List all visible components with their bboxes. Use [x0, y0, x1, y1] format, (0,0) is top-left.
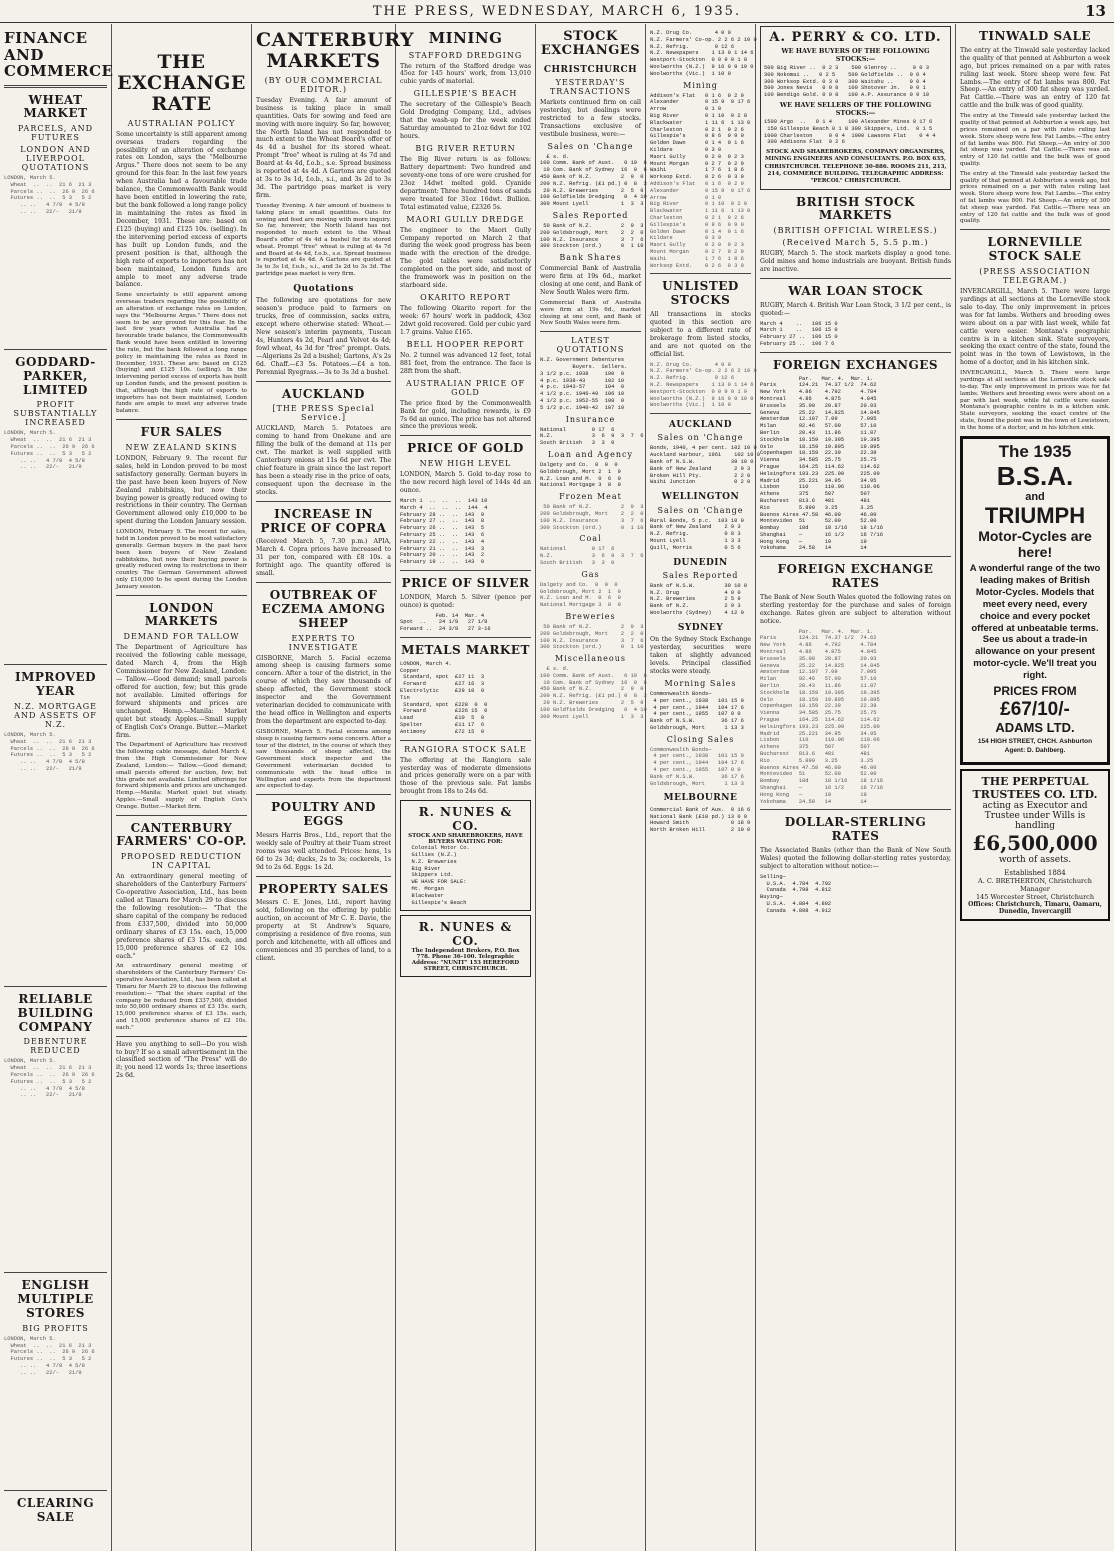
fur-sales-heading: FUR SALES: [140, 425, 223, 440]
gillespie-text: The secretary of the Gillespie's Beach Gold Dredging Company, Ltd., advises that the wash-up for the week ended Saturday amounted to 21oz 6dwt for 102 hours.: [400, 101, 531, 141]
sales-reported-table: 50 Bank of N.Z. 2 9 3 200 Goldsbrough, Mort 2 2 0 100 N.Z. Insurance 3 7 6 300 Stockton (ord.) 0 1 10: [540, 223, 644, 250]
stock-intro-text: Markets continued firm on call yesterday, but dealings were restricted to a few stocks. Transactions exclusive of vestibule business, were:—: [540, 98, 641, 138]
nunes-ad-2-text: The Independent Brokers, P.O. Box 778. Phone 36-100. Telegraphic Address: "NUNIT" 153 HEREFORD STREET, CHRISTCHURCH.: [411, 948, 520, 973]
poultry-eggs-heading: POULTRY AND EGGS: [271, 800, 376, 829]
perry-ad-sellers-table: 1500 Argo .. 0 1 4 100 Alexander Mines 0 17 6 150 Gillespie Beach 0 1 8 300 Skippers, Ltd. 0 1 5 1000 Charleston 0 0 4 1000 Lawsons Flat 0 4 4 300 Addisons Flat 0 2 6: [764, 118, 936, 146]
perpetual-ad-title: THE PERPETUAL TRUSTEES CO. LTD.: [972, 774, 1098, 801]
wheat-quotations-table: LONDON, March 5. Wheat .. .. 21 6 21 3 Parcels .. .. 26 9 26 6 Futures .. .. 5 3 5 2 .. .. 4 7/8 4 5/8 .. .. 22/- 21/9: [4, 175, 95, 216]
british-stock-markets-received: (Received March 5, 5.5 p.m.): [782, 238, 929, 248]
perpetual-ad-amount: £6,500,000: [972, 830, 1098, 855]
tinwald-sale-text: The entry at the Tinwald sale yesterday lacked the quality of that penned at Ashburton a week ago, but prices remained on a par with rates ruling last week. Store sheep were few. Fat Lambs.—The entry of fat lambs was 800. Fat Sheep.—An entry of 300 fat sheep was yarded. Fat Cattle.—There was an entry of 120 fat cattle and the bulk was of good quality.: [960, 46, 1110, 110]
mining-heading: MINING: [428, 29, 503, 47]
auckland-exchange-heading: AUCKLAND: [668, 420, 733, 431]
perry-ad-footer: STOCK AND SHAREBROKERS, COMPANY ORGANISERS, MINING ENGINEERS AND CONSULTANTS. P.O. BOX 635, CHRISTCHURCH. TELEPHONE 30-886. ROOMS 211, 213, 214, COMMERCE BUILDING. TELEGRAPHIC ADDRESS: "PERCOL" CHRISTCHURCH.: [764, 149, 947, 185]
english-stores-text: LONDON, March 5. Wheat .. .. 21 6 21 3 Parcels .. .. 26 9 26 6 Futures .. .. 5 3 5 2 .. .. 4 7/8 4 5/8 .. .. 22/- 21/9: [4, 1335, 95, 1376]
auckland-markets-note: [THE PRESS Special Service.]: [272, 404, 375, 423]
bsa-ad-and: and: [1025, 491, 1045, 504]
perpetual-ad-subtitle: acting as Executor and Trustee under Wills is handling: [982, 800, 1088, 831]
perry-ad-title: A. PERRY & CO. LTD.: [769, 30, 942, 45]
miscellaneous-heading: Miscellaneous: [555, 654, 626, 664]
column-2: [112, 24, 252, 1551]
stock-exchanges-heading: STOCK EXCHANGES: [540, 29, 641, 59]
price-of-gold-subhead: NEW HIGH LEVEL: [419, 459, 512, 469]
british-stock-markets-text: RUGBY, March 5. The stock markets display a good tone. Gold mines and home industrials are buoyant. British funds are inactive.: [760, 250, 951, 273]
improved-year-heading: IMPROVED YEAR: [15, 670, 96, 699]
mining-stocks-table: Addison's Flat 0 1 6 0 2 9 Alexander 0 15 9 0 17 6 Arrow 0 1 0 Big River 0 1 10 0 2 0 Blackwater 1 11 6 1 13 0 Charleston 0 2 1 0 2 6 Gillespie's 0 8 6 0 9 0 Golden Dawn 0 1 4 0 1 6 Kildare 0 3 0 Maori Gully 0 2 0 0 2 3 Mount Morgan 0 2 7 0 2 9 Waihi 1 7 6 1 8 6 Worksop Extd. 0 2 6 0 3 0: [650, 92, 751, 181]
wheat-market-subhead: PARCELS, AND FUTURES: [17, 124, 94, 143]
gillespie-heading: GILLESPIE'S BEACH: [413, 89, 518, 99]
loan-agency-heading: Loan and Agency: [548, 449, 633, 459]
building-company-subhead: DEBENTURE REDUCED: [23, 1037, 88, 1056]
perpetual-ad-manager: A. C. BRETHERTON, Christchurch Manager: [978, 876, 1092, 893]
nunes-ad-1: [400, 800, 531, 911]
dunedin-sales-heading: Sales Reported: [662, 570, 739, 580]
price-of-gold-heading: PRICE OF GOLD: [407, 441, 524, 456]
column-3: [252, 24, 415, 1551]
coal-table: National 0 17 6 N.Z. 3 6 9 3 7 6 South British 3 3 0: [540, 546, 644, 566]
foreign-exchange-rates-table: Par. Mar. 4. Mar. 1. Paris 124.21 74.37 1/2 74.62 New York 4.86 4.792 4.784 Montreal 4.86 4.875 4.845 Brussels 35.00 20.87 20.93 Geneva 25.22 14.825 14.845 Amsterdam 12.107 7.09 7.095 Milan 92.46 57.00 57.10 Berlin 20.43 11.86 11.87 Stockholm 18.159 19.395 19.395 Oslo 18.159 19.895 19.895 Copenhagen 18.159 22.39 22.39 Vienna 34.585 25.75 25.75 Prague 164.25 114.62 114.62 Helsingfors 193.23 225.00 225.00 Madrid 25.221 34.95 34.95 Lisbon 110 110.06 110.06 Athens 375 507 507 Bucharest 813.6 481 481 Rio 5.899 3.25 3.25 Buenos Aires 47.58 46.00 46.00 Montevideo 51 52.00 52.00 Bombay 18d 18 1/16 18 1/16 Shanghai — 16 1/2 16 7/16 Hong Kong — 19 19 Yokohama 24.58 14 14: [760, 628, 883, 805]
sydney-closing-table: Commonwealth Bonds— 4 per cent., 1938 101 15 0 4 per cent., 1944 104 17 6 4 per cent., 1955 107 0 0 Bank of N.S.W. 36 17 6 Goldsbrough, Mort 1 13 3: [650, 746, 744, 787]
english-stores-heading: ENGLISH MULTIPLE STORES: [17, 1278, 94, 1321]
sales-on-change-heading: Sales on 'Change: [547, 141, 634, 151]
bell-hooper-text: No. 2 tunnel was advanced 12 feet, total 881 feet, from the entrance. The face is 28ft from the shaft.: [400, 351, 531, 375]
bank-shares-heading: Bank Shares: [559, 253, 622, 263]
price-of-silver-heading: PRICE OF SILVER: [401, 575, 530, 590]
goddard-parker-text: LONDON, March 5. Wheat .. .. 21 6 21 3 Parcels .. .. 26 9 26 6 Futures .. .. 5 3 5 2 .. .. 4 7/8 4 5/8 .. .. 22/- 21/9: [4, 430, 95, 471]
miscellaneous-table: £ s. d. 100 Comm. Bank of Aust. 0 19 6 10 Com. Bank of Sydney 16 0 6 450 Bank of N.Z. 2 9 0 200 N.Z. Refrig. (£1 pd.) 0 8 3 20 N.Z. Breweries 2 5 9 100 Goldfields Dredging 0 4 10 300 Mount Lyell 1 3 3: [540, 666, 647, 720]
christchurch-heading: CHRISTCHURCH: [543, 64, 638, 75]
bsa-ad-year: The 1935: [998, 441, 1072, 461]
price-of-silver-text: LONDON, March 5. Silver (pence per ounce) is quoted:: [400, 593, 531, 609]
perpetual-ad-established: Established 1884: [1004, 868, 1066, 877]
dunedin-sales-table: Bank of N.S.W. 39 10 0 N.Z. Drug 4 0 0 N.Z. Breweries 2 5 9 Bank of N.Z. 2 9 3 Woolworths (Sydney) 4 12 0: [650, 582, 748, 617]
fur-sales-subhead: NEW ZEALAND SKINS: [125, 442, 238, 452]
sydney-morning-heading: Morning Sales: [664, 678, 737, 688]
breweries-heading: Breweries: [565, 611, 616, 621]
eczema-heading: OUTBREAK OF ECZEMA AMONG SHEEP: [261, 588, 386, 630]
farmers-coop-text-cont: An extraordinary general meeting of shareholders of the Canterbury Farmers' Co-operative Association, Ltd., has been called at Timaru for March 29 to discuss the following resolution:— "That the share capital of the company be reduced from £337,500, divided into 50,000 ordinary shares of £3 15s. each, 15,000 preference shares of £3 15s. each, and 15,000 preference shares of £2 10s. each.": [116, 963, 247, 1031]
okarito-text: The following Okarito report for the week: 67 hours' work in paddock, 43oz 2dwt gold recovered. Gold per cubic yard 1.7 grains. Value £165.: [400, 305, 531, 336]
exchange-rate-text: Some uncertainty is still apparent among overseas traders regarding the possibility of an alteration of exchange rates on London, says the "Melbourne Argus." There does not seem to be any ground for this fear. In the last few years when Australia had a favourable trade balance, the Commonwealth Bank would have been entitled in lowering the rate, but the bank followed a long range policy in maintaining the rates as fixed in December, 1931. These are: based on £125 (buying) and £125 10s. (selling). In the intervening period excess of exports has built up London funds, and the present position is that, although the high rate of exports to importers has not been maintained, London funds are ample to meet any adverse trade balance.: [116, 130, 247, 289]
eczema-text: GISBORNE, March 5. Facial eczema among sheep is causing farmers some concern. After a tour of the district, in the course of which they saw thousands of sheep affected, the Government stock inspector and the Government veterinarian decided to communicate with the head office in Wellington and experts from the department are expected to-day.: [256, 654, 391, 726]
wheat-market-subhead-2: LONDON AND LIVERPOOL QUOTATIONS: [20, 145, 91, 173]
frozen-meat-heading: Frozen Meat: [559, 492, 622, 502]
mining-stocks-heading: Mining: [683, 80, 718, 90]
british-stock-markets-note: (BRITISH OFFICIAL WIRELESS.): [773, 226, 938, 236]
quotations-text: The following are quotations for new season's produce paid to farmers on trucks, free of commission, sacks extra, except where otherwise stated: Wheat.—New season's interim payments, Tuscan 4s, Hunters 4s 2d, Pearl and Velvet 4s 4d; fowl wheat, 4s 3d for "free" prompt. Oats.—Algerians 2s 2d a bushel; Gartons, A's 2s 6d. Chaff.—£3 5s. Potatoes.—£4 a ton. Perennial Ryegrass.—3s to 3s 3d a bushel.: [256, 297, 391, 376]
okarito-heading: OKARITO REPORT: [420, 293, 511, 303]
wheat-market-heading: WHEAT MARKET: [23, 92, 88, 121]
exchange-rate-text-cont: Some uncertainty is still apparent among overseas traders regarding the possibility of an alteration of exchange rates on London, says the "Melbourne Argus." There does not seem to be any ground for this fear. In the last few years when Australia had a favourable trade balance, the Commonwealth Bank would have been entitled in lowering the rate, but the bank followed a long range policy in maintaining the rates as fixed in December, 1931. These are: based on £125 (buying) and £125 10s. (selling). In the intervening period excess of exports has built up London funds, and the present position is that, although the high rate of exports to importers has not been maintained, London funds are ample to meet any adverse trade balance.: [116, 292, 247, 415]
triumph-ad-brand: TRIUMPH: [984, 503, 1086, 529]
auckland-sales-table: Bonds, 1940, 4 per cent. 102 10 0 Auckland Harbour, 1961 102 10 0 Bank of N.S.W. 39 10 0 Bank of New Zealand 2 9 3 Broken Hill Pty. 2 2 0 Waihi Junction 0 2 0: [650, 445, 760, 486]
lorneville-sale-heading: LORNEVILLE STOCK SALE: [987, 235, 1083, 264]
maori-gully-heading: MAORI GULLY DREDGE: [406, 214, 525, 224]
poultry-eggs-text: Messrs Harris Bros., Ltd., report that the weekly sale of Poultry at their Tuam street rooms was well attended. Prices: hens, 1s 6d to 2s 3d; ducks, 2s to 3s; cockerels, 1s 9d to 2s 6d. Eggs: 1s 2d.: [256, 831, 391, 871]
perpetual-ad-worth: worth of assets.: [998, 854, 1072, 865]
rangiora-text: The offering at the Rangiora sale yesterday was of moderate dimensions and prices generally were on a par with those of the previous sale. Fat lambs brought from 18s to 24s 6d.: [400, 756, 531, 796]
unlisted-stocks-text: All transactions in stocks quoted in this section are subject to a different rate of brokerage from listed stocks, and are not quoted on the official list.: [650, 310, 751, 358]
wellington-heading: WELLINGTON: [661, 492, 740, 503]
perry-ad-buyers-heading: WE HAVE BUYERS OF THE FOLLOWING STOCKS:—: [781, 47, 930, 63]
clearing-sale-heading: CLEARING SALE: [16, 1495, 95, 1524]
bsa-ad-price: £67/10/-: [1000, 699, 1070, 721]
farmers-coop-heading: CANTERBURY FARMERS' CO-OP.: [116, 820, 247, 849]
bell-hooper-heading: BELL HOOPER REPORT: [406, 339, 525, 349]
latest-quotations-heading: LATEST QUOTATIONS: [556, 336, 625, 355]
fur-sales-text: LONDON, February 9. The recent fur sales, held in London proved to be most satisfactory generally. German buyers in the past have been keen buyers of New Zealand rabbitskins, but now their buying power is greatly reduced owing to restrictions in their country. The German Government allowed only £10,000 to be spent during the London January session.: [116, 454, 247, 526]
metals-market-table: LONDON, March 4. Copper Standard, spot £27 11 3 Forward £27 16 3 Electrolytic £29 10 0 Tin Standard, spot £228 0 0 Forward £226 15 0 Lead £10 5 0 Spelter £11 17 6 Antimony £72 15 0: [400, 660, 488, 735]
gas-heading: Gas: [581, 569, 600, 579]
perpetual-trustees-ad: [960, 769, 1110, 921]
perry-ad-sellers-heading: WE HAVE SELLERS OF THE FOLLOWING STOCKS:—: [779, 100, 932, 117]
foreign-exchanges-heading: FOREIGN EXCHANGES: [772, 357, 939, 372]
gas-table: Dalgety and Co. 8 0 0 Goldsbrough, Mort 2 1 9 N.Z. Loan and M. 0 6 0 National Mortgage 3 8 0: [540, 581, 621, 609]
bank-shares-text-cont: Commercial Bank of Australia were firm at 19s 6d., market closing at one cent, and Bank of New South Wales were firm.: [540, 299, 641, 327]
london-markets-text: The Department of Agriculture has received the following cable message, dated March 4, from the High Commissioner for New Zealand, London:— Tallow.—Good demand; small parcels offered for auction, few; but this grade not available. Limited offerings for forward shipments and prices are unchanged. Hemp.—Manila: Market quiet but steady. Apples.—Small supply of English Cox's Orange. Butter.—Market firm.: [116, 644, 247, 739]
copra-text: (Received March 5, 7.30 p.m.) APIA, March 4. Copra prices have increased to 31 per ton, compared with £8 10s. a fortnight ago. The quantity offered is small.: [256, 538, 391, 578]
insurance-heading: Insurance: [565, 414, 616, 424]
nunes-ad-2-title: R. NUNES & CO.: [418, 920, 513, 949]
price-of-silver-table: Feb. 14 Mar. 4 Spot .. 24 1/8 27 1/8 Forward .. 24 3/8 27 3-16: [400, 612, 491, 633]
war-loan-heading: WAR LOAN STOCK: [788, 283, 923, 298]
foreign-exchange-rates-text: The Bank of New South Wales quoted the following rates on sterling yesterday for the purchase and sales of foreign exchange. Rates given are subject to alteration without notice.: [760, 593, 951, 625]
wellington-sales-table: Rural Bonds, 5 p.c. 103 10 0 Bank of New Zealand 2 9 3 N.Z. Refrig. 0 8 3 Mount Lyell 1 3 3 Quill, Morris 0 5 6: [650, 517, 744, 551]
dollar-sterling-text: The Associated Banks (other than the Bank of New South Wales) quoted the following dollar-sterling rates yesterday, subject to alteration without notice:—: [760, 846, 951, 870]
insurance-table: National 0 17 6 N.Z. 3 6 9 3 7 6 South British 3 3 0: [540, 426, 644, 447]
lorneville-sale-text-cont: INVERCARGILL, March 5. There were large yardings at all sections at the Lorneville stock sale to-day. The only improvement in prices was for fat lambs. Wethers and breeding ewes were about on a par with last week, while fat cattle were easier. Montana's geographic centre is in a kitchen sink. State surveyors, seeking the exact centre of the state, found the point was in the town of Lewistown, in the home of a doctor, and in his kitchen sink.: [960, 370, 1110, 431]
unlisted-stocks-table: N.Z. Drug Co. 4 0 0 N.Z. Farmers' Co-op. 2 2 6 2 10 0 N.Z. Refrig. 0 12 6 N.Z. Newspapers 1 13 0 1 14 6 Westport-Stockton 0 0 9 0 1 0 Woolworths (N.Z.) 9 16 0 9 19 0 Woolworths (Vic.) 1 10 0: [650, 361, 757, 409]
lorneville-sale-note: (PRESS ASSOCIATION TELEGRAM.): [979, 266, 1091, 285]
page-number: 13: [1085, 2, 1106, 20]
maori-gully-text: The engineer to the Maori Gully Company reported on March 2 that during the week good progress has been made with the erection of the dredge. The gold tables were satisfactorily completed on the port side, and most of the framework was in position on the starboard side.: [400, 226, 531, 290]
finance-commerce-heading: FINANCE AND COMMERCE: [4, 29, 114, 80]
loan-agency-table: Dalgety and Co. 8 0 0 Goldsbrough, Mort 2 1 9 N.Z. Loan and M. 0 6 0 National Mortgage 3 8 0: [540, 461, 621, 489]
nunes-ad-1-subtitle: STOCK AND SHAREBROKERS, HAVE BUYERS WAITING FOR:: [408, 833, 523, 846]
bsa-ad-prices-label: PRICES FROM: [993, 683, 1077, 698]
london-markets-heading: LONDON MARKETS: [144, 600, 219, 629]
price-of-gold-table: March 1 .. .. .. 143 10 March 4 .. .. .. 144 4 February 28 .. .. 143 9 February 27 .. .. 143 8 February 26 .. .. 143 5 February 25 .. .. 143 6 February 22 .. .. 143 4 February 21 .. .. 143 3 February 20 .. .. 143 2 February 19 .. .. 143 0: [400, 497, 488, 566]
rangiora-heading: RANGIORA STOCK SALE: [404, 744, 527, 754]
goddard-parker-subhead: PROFIT SUBSTANTIALLY INCREASED: [13, 400, 98, 428]
tinwald-sale-text-cont-2: The entry at the Tinwald sale yesterday lacked the quality of that penned at Ashburton a week ago, but prices remained on a par with rates ruling last week. Store sheep were few. Fat Lambs.—The entry of fat lambs was 800. Fat Sheep.—An entry of 300 fat sheep was yarded. Fat Cattle.—There was an entry of 120 fat cattle and the bulk was of good quality.: [960, 170, 1110, 225]
bank-shares-text: Commercial Bank of Australia were firm at 19s 6d., market closing at one cent, and Bank of New South Wales were firm.: [540, 265, 641, 296]
canterbury-markets-text: Tuesday Evening. A fair amount of business is taking place in small quantities. Oats for sowing and feed are moving with more inquiry. So far, however, the North Island has not responded to much extent to the Wheat Board's offer of 4s 4d a bushel for its stored wheat. Prompt "free" wheat is ruling at 4s 7d and Board at 4s 4d, f.o.b., s.e. Spread business is reported at 4s 4d. A Gartons are quoted at 3s to 3s 1d, f.o.b., s.i., and 3s 2d to 3s 3d. The partridge peas market is very firm.: [256, 96, 391, 200]
sydney-closing-heading: Closing Sales: [666, 734, 735, 744]
perry-ad-buyers-table: 500 Big River .. 0 2 3 500 Glenroy .. 0 0 3 300 Nokomai .. 0 2 5 500 Goldfields .. 0 0 4 300 Worksop Extd. 0 3 0 300 Waitahu .. 0 0 4 500 Jones Nevis 0 0 8 100 Shotover Jn. 0 0 1 100 Bendigo Gold. 0 0 8 100 A.P. Assurance 0 9 10: [764, 65, 929, 99]
eczema-subhead: EXPERTS TO INVESTIGATE: [288, 633, 359, 652]
paper-title: THE PRESS, WEDNESDAY, MARCH 6, 1935.: [372, 3, 742, 19]
column-8: [956, 24, 1114, 1551]
london-markets-text-cont: The Department of Agriculture has received the following cable message, dated March 4, from the High Commissioner for New Zealand, London:— Tallow.—Good demand; small parcels offered for auction, few; but this grade not available. Limited offerings for forward shipments and prices are unchanged. Hemp.—Manila: Market quiet but steady. Apples.—Small supply of English Cox's Orange. Butter.—Market firm.: [116, 742, 247, 810]
building-company-heading: RELIABLE BUILDING COMPANY: [17, 992, 94, 1034]
farmers-coop-subhead: PROPOSED REDUCTION IN CAPITAL: [120, 852, 243, 871]
exchange-rate-subhead: AUSTRALIAN POLICY: [127, 118, 236, 128]
sales-on-change-table: £ s. d. 100 Comm. Bank of Aust. 0 19 6 10 Com. Bank of Sydney 16 0 6 450 Bank of N.Z. 2 9 0 200 N.Z. Refrig. (£1 pd.) 0 8 3 20 N.Z. Breweries 2 5 9 100 Goldfields Dredging 0 4 10 300 Mount Lyell 1 3 3: [540, 153, 647, 208]
bsa-triumph-ad: [960, 436, 1110, 765]
classified-notice: Have you anything to sell—Do you wish to buy? If so a small advertisement in the classified section of "The Press" will do it; you need 12 words 1s; three insertions 2s 6d.: [116, 1040, 247, 1080]
foreign-exchange-rates-heading: FOREIGN EXCHANGE RATES: [777, 562, 934, 591]
quotations-heading: Quotations: [293, 283, 354, 294]
melbourne-heading: MELBOURNE: [663, 793, 738, 804]
improved-year-text: LONDON, March 5. Wheat .. .. 21 6 21 3 Parcels .. .. 26 9 26 6 Futures .. .. 5 3 5 2 .. .. 4 7/8 4 5/8 .. .. 22/- 21/9: [4, 732, 95, 773]
debentures-table: N.Z. Government Debentures Buyers. Sellers. 3 1/2 p.c. 1938 100 0 4 p.c. 1938-43 102 10 4 p.c. 1943-57 104 0 4 1/2 p.c. 1946-49 106 10 4 1/2 p.c. 1952-55 108 0 5 1/2 p.c. 1940-42 107 10: [540, 357, 628, 411]
column-6: [646, 24, 760, 1551]
sydney-morning-table: Commonwealth Bonds— 4 per cent., 1938 101 15 0 4 per cent., 1944 104 17 6 4 per cent., 1955 107 0 0 Bank of N.S.W. 36 17 6 Goldsbrough, Mort 1 13 3: [650, 690, 744, 731]
building-company-text: LONDON, March 5. Wheat .. .. 21 6 21 3 Parcels .. .. 26 9 26 6 Futures .. .. 5 3 5 2 .. .. 4 7/8 4 5/8 .. .. 22/- 21/9: [4, 1058, 95, 1099]
british-stock-markets-heading: BRITISH STOCK MARKETS: [796, 194, 915, 223]
nunes-ad-1-table: Colonial Motor Co. Gillies (N.Z.) N.Z. Breweries Big River Skippers Ltd. WE HAVE FOR SALE: Mt. Morgan Blackwater Gillespie's Beach: [411, 845, 470, 906]
nunes-ad-1-title: R. NUNES & CO.: [418, 805, 513, 834]
property-sales-heading: PROPERTY SALES: [258, 881, 389, 896]
perpetual-ad-offices: Offices: Christchurch, Timaru, Oamaru, Dunedin, Invercargill: [968, 900, 1102, 915]
bsa-ad-tagline: Motor-Cycles are here!: [978, 528, 1092, 560]
copra-heading: INCREASE IN PRICE OF COPRA: [260, 506, 387, 535]
auckland-markets-text: AUCKLAND, March 5. Potatoes are coming to hand from Onekune and are filling the bulk of the demand at 11s per cwt. The market is well supplied with Canterbury onions at 11s 6d per cwt. The chief feature in grain since the last report has been a steady rise in the price of oats, consequent upon the decrease in the stocks.: [256, 425, 391, 496]
nunes-ad-2: [400, 915, 531, 977]
bsa-ad-brand: B.S.A.: [996, 461, 1074, 492]
column-5: [536, 24, 646, 1551]
bsa-ad-body: A wonderful range of the two leading makes of British Motor-Cycles. Models that meet every need, every choice and every pocket offered at unbeatable terms. See us about a trade-in allowance on your present motor-cycle. We'll treat you right.: [969, 563, 1101, 682]
stafford-text: The return of the Stafford dredge was 45oz for 145 hours' work, from 13,010 cubic yards of material.: [400, 62, 531, 86]
auckland-sales-heading: Sales on 'Change: [657, 433, 744, 443]
bsa-ad-address: 154 HIGH STREET, CHCH. Ashburton Agent: D. Dahlberg.: [977, 738, 1093, 754]
auckland-markets-heading: AUCKLAND: [282, 386, 365, 401]
dollar-sterling-table: Selling— U.S.A. 4.784 4.792 Canada 4.798 4.812 Buying— U.S.A. 4.884 4.892 Canada 4.898 4.912: [760, 873, 832, 914]
australian-gold-text: The price fixed by the Commonwealth Bank for gold, including rewards, is £9 7s 6d an ounce. The price has not altered since the previous week.: [400, 399, 531, 431]
farmers-coop-text: An extraordinary general meeting of shareholders of the Canterbury Farmers' Co-operative Association, Ltd., has been called at Timaru for March 29 to discuss the following resolution:— "That the share capital of the company be reduced from £337,500, divided into 50,000 ordinary shares of £3 15s. each, 15,000 preference shares of £3 15s. each, and 15,000 preference shares of £2 10s. each.": [116, 873, 247, 960]
price-of-gold-text: LONDON, March 5. Gold to-day rose to the new record high level of 144s 4d an ounce.: [400, 471, 531, 495]
melbourne-table: Commercial Bank of Aus. 0 16 6 National Bank (£10 pd.) 13 0 0 Howard Smith 0 18 9 North Broken Hill 2 10 0: [650, 806, 751, 834]
eczema-text-cont: GISBORNE, March 5. Facial eczema among sheep is causing farmers some concern. After a tour of the district, in the course of which they saw thousands of sheep affected, the Government stock inspector and the Government veterinarian decided to communicate with the head office in Wellington and experts from the department are expected to-day.: [256, 728, 391, 790]
dunedin-heading: DUNEDIN: [673, 557, 728, 568]
improved-year-subhead: N.Z. MORTGAGE AND ASSETS OF N.Z.: [14, 702, 97, 730]
unlisted-stocks-heading: UNLISTED STOCKS: [662, 279, 739, 308]
perry-ad: [760, 26, 951, 190]
coal-heading: Coal: [579, 534, 602, 544]
sydney-heading: SYDNEY: [677, 622, 724, 633]
mining-stocks-table-cont: Addison's Flat 0 1 6 0 2 9 Alexander 0 15 9 0 17 6 Arrow 0 1 0 Big River 0 1 10 0 2 0 Blackwater 1 11 6 1 13 0 Charleston 0 2 1 0 2 6 Gillespie's 0 8 6 0 9 0 Golden Dawn 0 1 4 0 1 6 Kildare 0 3 0 Maori Gully 0 2 0 0 2 3 Mount Morgan 0 2 7 0 2 9 Waihi 1 7 6 1 8 6 Worksop Extd. 0 2 6 0 3 0: [650, 180, 751, 269]
tinwald-sale-heading: TINWALD SALE: [978, 29, 1092, 43]
breweries-table: 50 Bank of N.Z. 2 9 3 200 Goldsbrough, Mort 2 2 0 100 N.Z. Insurance 3 7 6 300 Stockton (ord.) 0 1 10: [540, 623, 644, 651]
column-1: [0, 24, 112, 1551]
canterbury-markets-note: (BY OUR COMMERCIAL EDITOR.): [264, 75, 383, 94]
australian-gold-heading: AUSTRALIAN PRICE OF GOLD: [405, 378, 526, 397]
goddard-parker-heading: GODDARD-PARKER, LIMITED: [15, 355, 96, 397]
dollar-sterling-heading: DOLLAR-STERLING RATES: [784, 815, 927, 844]
fur-sales-text-cont: LONDON, February 9. The recent fur sales, held in London proved to be most satisfactory generally. German buyers in the past have been keen buyers of New Zealand rabbitskins, but now their buying power is greatly reduced owing to restrictions in their country. The German Government allowed only £10,000 to be spent during the London January session.: [116, 529, 247, 590]
london-markets-subhead: DEMAND FOR TALLOW: [123, 632, 240, 642]
sales-reported-heading: Sales Reported: [552, 211, 629, 220]
frozen-meat-table: 50 Bank of N.Z. 2 9 3 200 Goldsbrough, Mort 2 2 0 100 N.Z. Insurance 3 7 6 300 Stockton (ord.) 0 1 10: [540, 504, 644, 531]
big-river-heading: BIG RIVER RETURN: [415, 144, 516, 153]
masthead: [0, 0, 1114, 23]
bsa-ad-dealer: ADAMS LTD.: [995, 720, 1075, 736]
canterbury-markets-text-cont: Tuesday Evening. A fair amount of business is taking place in small quantities. Oats for sowing and feed are moving with more inquiry. So far, however, the North Island has not responded to much extent to the Wheat Board's offer of 4s 4d a bushel for its stored wheat. Prompt "free" wheat is ruling at 4s 7d and Board at 4s 4d, f.o.b., s.e. Spread business is reported at 4s 4d. A Gartons are quoted at 3s to 3s 1d, f.o.b., s.i., and 3s 2d to 3s 3d. The partridge peas market is very firm.: [256, 202, 391, 278]
property-sales-text: Messrs C. E. Jones, Ltd., report having sold, following on the offering by public auction, on account of Mr C. E. Davie, the property at St Andrew's Square, comprising a residence of five rooms, sun porch and kitchenette, with all offices and conveniences and 35 perches of land, to a client.: [256, 899, 391, 962]
perpetual-ad-address: 145 Worcester Street, Christchurch: [975, 892, 1095, 901]
war-loan-text: RUGBY, March 4. British War Loan Stock, 3 1/2 per cent., is quoted:—: [760, 301, 951, 317]
sydney-text: On the Sydney Stock Exchange yesterday, securities were taken at slightly advanced levels. Principal classified stocks were steady.: [650, 636, 751, 675]
tinwald-sale-text-cont: The entry at the Tinwald sale yesterday lacked the quality of that penned at Ashburton a week ago, but prices remained on a par with rates ruling last week. Store sheep were few. Fat Lambs.—The entry of fat lambs was 800. Fat Sheep.—An entry of 300 fat sheep was yarded. Fat Cattle.—There was an entry of 120 fat cattle and the bulk was of good quality.: [960, 113, 1110, 167]
wellington-sales-heading: Sales on 'Change: [657, 505, 744, 515]
lorneville-sale-text: INVERCARGILL, March 5. There were large yardings at all sections at the Lorneville stock sale to-day. The only improvement in prices was for fat lambs. Wethers and breeding ewes were about on a par with last week, while fat cattle were easier. Montana's geographic centre is in a kitchen sink. State surveyors, seeking the exact centre of the state, found the point was in the town of Lewistown, in the home of a doctor, and in his kitchen sink.: [960, 287, 1110, 367]
canterbury-markets-heading: CANTERBURY MARKETS: [256, 29, 415, 72]
yesterdays-transactions-heading: YESTERDAY'S TRANSACTIONS: [549, 77, 632, 96]
column-4: [396, 24, 536, 1551]
column-7: [756, 24, 956, 1551]
stafford-heading: STAFFORD DREDGING: [408, 50, 523, 60]
misc-stocks-table: N.Z. Drug Co. 4 0 0 N.Z. Farmers' Co-op. 2 2 6 2 10 0 N.Z. Refrig. 0 12 6 N.Z. Newspapers 1 13 0 1 14 6 Westport-Stockton 0 0 9 0 1 0 Woolworths (N.Z.) 9 16 0 9 19 0 Woolworths (Vic.) 1 10 0: [650, 30, 757, 77]
foreign-exchanges-table: Par. Mar. 4. Mar. 1. Paris 124.21 74.37 1/2 74.62 New York 4.86 4.792 4.784 Montreal 4.86 4.875 4.845 Brussels 35.00 20.87 20.93 Geneva 25.22 14.825 14.845 Amsterdam 12.107 7.09 7.095 Milan 92.46 57.00 57.10 Berlin 20.43 11.86 11.87 Stockholm 18.159 19.395 19.395 Oslo 18.159 19.895 19.895 Copenhagen 18.159 22.39 22.39 Vienna 34.585 25.75 25.75 Prague 164.25 114.62 114.62 Helsingfors 193.23 225.00 225.00 Madrid 25.221 34.95 34.95 Lisbon 110 110.06 110.06 Athens 375 507 507 Bucharest 813.6 481 481 Rio 5.899 3.25 3.25 Buenos Aires 47.58 46.00 46.00 Montevideo 51 52.00 52.00 Bombay 18d 18 1/16 18 1/16 Shanghai — 16 1/2 16 7/16 Hong Kong — 19 19 Yokohama 24.58 14 14: [760, 375, 883, 552]
war-loan-table: March 4 .. 106 15 0 March 1 .. 106 15 0 February 27 .. 106 15 0 February 25 .. 106 7 6: [760, 320, 838, 347]
exchange-rate-heading: THE EXCHANGE RATE: [117, 51, 246, 115]
english-stores-subhead: BIG PROFITS: [22, 1323, 89, 1333]
big-river-text: The Big River return is as follows: Battery department: Two hundred and seventy-one tons of ore were crushed for 23oz 14dwt melted gold. Cyanide department: Three hundred tons of sands were treated for 31oz 16dwt. Bullion. Total estimated value, £2326 5s.: [400, 156, 531, 211]
metals-market-heading: METALS MARKET: [401, 643, 530, 658]
